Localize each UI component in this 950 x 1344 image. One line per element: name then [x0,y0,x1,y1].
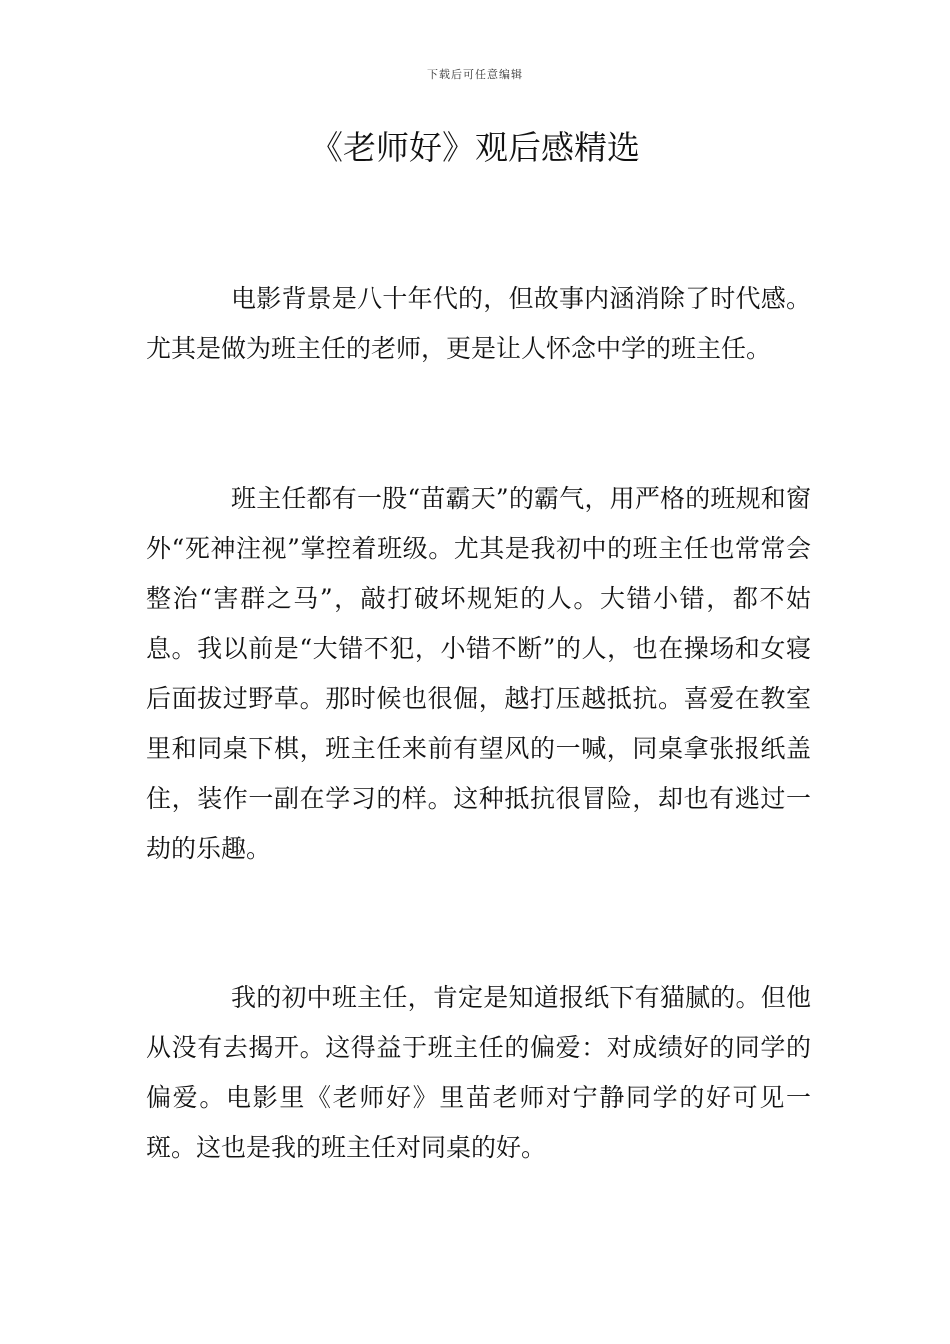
paragraph-2: 班主任都有一股“苗霸天”的霸气，用严格的班规和窗外“死神注视”掌控着班级。尤其是我初中的班主任也常常会整治“害群之马”，敲打破坏规矩的人。大错小错，都不姑息。我以前是“大错不犯，小错不断”的人，也在操场和女寝后面拔过野草。那时候也很倔，越打压越抵抗。喜爱在教室里和同桌下棋，班主任来前有望风的一喊，同桌拿张报纸盖住，装作一副在学习的样。这种抵抗很冒险，却也有逃过一劫的乐趣。 [146,484,811,863]
paragraph-1: 电影背景是八十年代的，但故事内涵消除了时代感。尤其是做为班主任的老师，更是让人怀念中学的班主任。 [146,284,811,363]
header-note: 下载后可任意编辑 [427,68,523,81]
paragraph-3: 我的初中班主任，肯定是知道报纸下有猫腻的。但他从没有去揭开。这得益于班主任的偏爱：对成绩好的同学的偏爱。电影里《老师好》里苗老师对宁静同学的好可见一斑。这也是我的班主任对同桌的好。 [146,983,811,1162]
document-title: 《老师好》观后感精选 [310,128,640,167]
